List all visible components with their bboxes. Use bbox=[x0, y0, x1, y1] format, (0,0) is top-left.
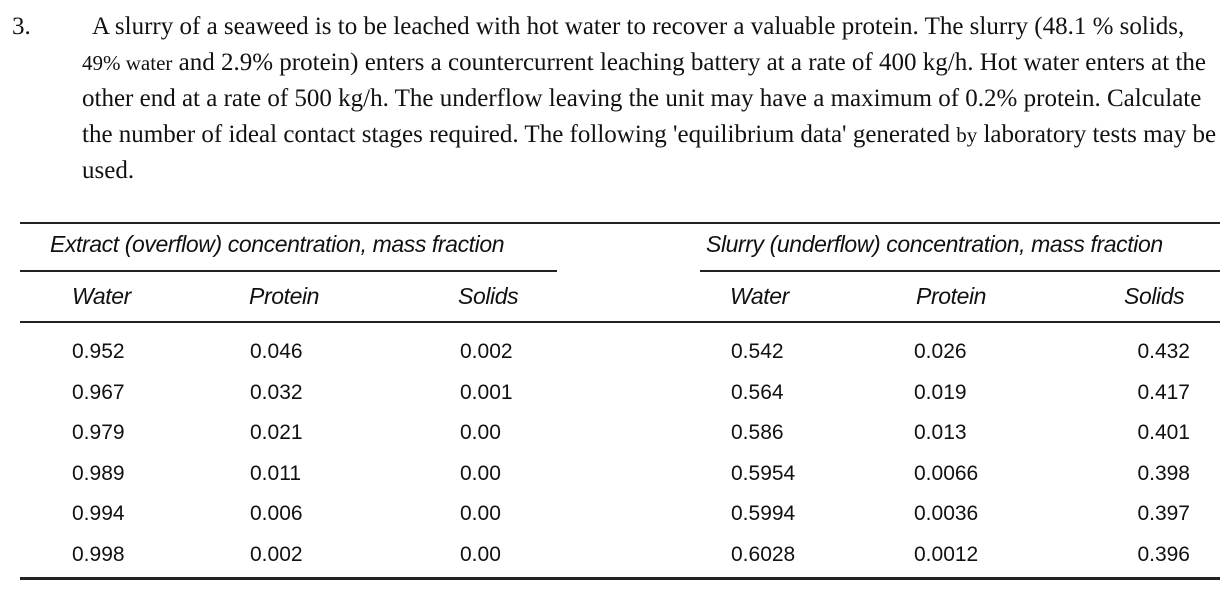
problem-text-segment: by bbox=[956, 123, 978, 147]
table-cell: 0.0066 bbox=[914, 461, 979, 485]
table-cell: 0.002 bbox=[250, 543, 303, 566]
table-cell: 0.989 bbox=[72, 461, 125, 485]
table-cell: 0.417 bbox=[1137, 380, 1190, 404]
problem-statement bbox=[82, 9, 1222, 189]
table-cell: 0.0012 bbox=[914, 543, 979, 566]
table-cell: 0.00 bbox=[460, 502, 501, 526]
table-cell: 0.006 bbox=[250, 502, 303, 526]
table-cell: 0.564 bbox=[731, 380, 784, 404]
table-top-rule bbox=[20, 222, 1220, 224]
problem-text-segment: laboratory tests may be used. bbox=[82, 121, 1217, 184]
problem-text-segment: 49% water bbox=[82, 51, 173, 75]
question-number: 3. bbox=[12, 13, 31, 40]
table-cell: 0.401 bbox=[1137, 421, 1190, 445]
extract-group-header: Extract (overflow) concentration, mass fraction bbox=[50, 231, 505, 257]
column-header: Solids bbox=[1124, 283, 1185, 309]
table-cell: 0.00 bbox=[460, 543, 501, 566]
table-bottom-rule bbox=[20, 577, 1220, 580]
extract-group-rule bbox=[20, 270, 557, 272]
table-cell: 0.967 bbox=[72, 380, 125, 404]
table-cell: 0.5954 bbox=[731, 461, 796, 485]
column-header: Protein bbox=[916, 283, 987, 309]
table-cell: 0.013 bbox=[914, 421, 967, 445]
table-cell: 0.397 bbox=[1137, 502, 1190, 526]
table-cell: 0.5994 bbox=[731, 502, 796, 526]
table-cell: 0.032 bbox=[250, 380, 303, 404]
slurry-group-rule bbox=[700, 270, 1220, 272]
table-cell: 0.396 bbox=[1137, 543, 1190, 566]
table-cell: 0.542 bbox=[731, 340, 784, 363]
table-cell: 0.00 bbox=[460, 421, 501, 445]
table-cell: 0.0036 bbox=[914, 502, 979, 526]
problem-text-segment: and 2.9% protein) enters a countercurrent leaching battery at a rate of 400 kg/h. Hot water enters at the other end at a rate of 500 kg/h. The underflow leaving the unit may have a maximum of 0.2% protein. Calculate the number of ideal contact stages required. The following 'equilibrium data' generated bbox=[82, 49, 1206, 148]
header-bottom-rule bbox=[20, 321, 1220, 323]
table-cell: 0.011 bbox=[250, 461, 301, 485]
table-cell: 0.002 bbox=[460, 340, 513, 363]
table-cell: 0.019 bbox=[914, 380, 967, 404]
column-header: Water bbox=[72, 283, 131, 309]
table-cell: 0.952 bbox=[72, 340, 125, 363]
table-cell: 0.998 bbox=[72, 543, 125, 566]
column-header: Protein bbox=[249, 283, 320, 309]
table-cell: 0.046 bbox=[250, 340, 303, 363]
table-cell: 0.586 bbox=[731, 421, 784, 445]
slurry-group-header: Slurry (underflow) concentration, mass fraction bbox=[706, 231, 1163, 257]
table-cell: 0.026 bbox=[914, 340, 967, 363]
table-cell: 0.398 bbox=[1137, 461, 1190, 485]
table-cell: 0.994 bbox=[72, 502, 125, 526]
problem-text-segment: A slurry of a seaweed is to be leached with hot water to recover a valuable protein. The slurry (48.1 % solids, bbox=[92, 13, 1185, 40]
table-cell: 0.6028 bbox=[731, 543, 796, 566]
table-cell: 0.021 bbox=[250, 421, 303, 445]
table-cell: 0.979 bbox=[72, 421, 125, 445]
table-cell: 0.001 bbox=[460, 380, 513, 404]
column-header: Water bbox=[730, 283, 789, 309]
column-header: Solids bbox=[458, 283, 519, 309]
table-cell: 0.00 bbox=[460, 461, 501, 485]
table-cell: 0.432 bbox=[1137, 340, 1190, 363]
